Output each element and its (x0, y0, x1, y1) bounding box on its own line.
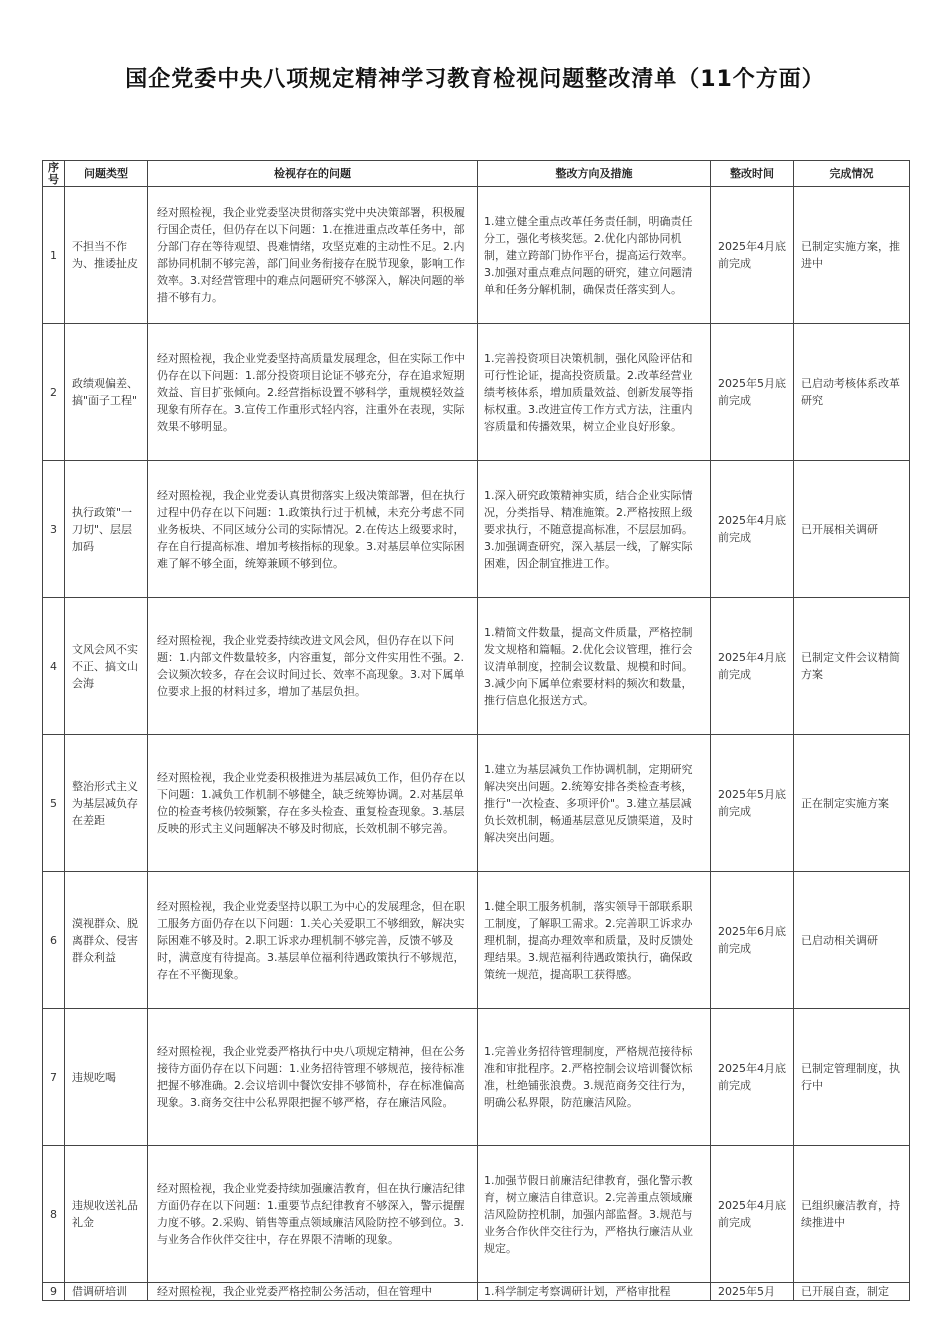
table-row (43, 1283, 910, 1301)
completion-status: 正在制定实施方案 (794, 735, 910, 872)
row-seq: 9 (43, 1283, 65, 1301)
problem-description: 经对照检视，我企业党委坚持以职工为中心的发展理念，但在职工服务方面仍存在以下问题：1.关心关爱职工不够细致，解决实际困难不够及时。2.职工诉求办理机制不够完善，反馈不够及时，满意度有待提高。3.基层单位福利待遇政策执行不够规范，存在不平衡现象。 (148, 872, 478, 1009)
completion-status: 已开展自查，制定 (794, 1283, 910, 1301)
completion-status: 已制定文件会议精简方案 (794, 598, 910, 735)
table-header-row (43, 161, 910, 187)
completion-status: 已制定管理制度，执行中 (794, 1009, 910, 1146)
completion-status: 已制定实施方案，推进中 (794, 187, 910, 324)
deadline: 2025年5月底前完成 (711, 735, 794, 872)
rectification-measures: 1.精简文件数量，提高文件质量，严格控制发文规格和篇幅。2.优化会议管理，推行会议清单制度，控制会议数量、规模和时间。3.减少向下属单位索要材料的频次和数量，推行信息化报送方式。 (478, 598, 711, 735)
rectification-table-container (42, 160, 910, 1302)
rectification-measures: 1.建立健全重点改革任务责任制，明确责任分工，强化考核奖惩。2.优化内部协同机制，建立跨部门协作平台，提高运行效率。3.加强对重点难点问题的研究，建立问题清单和任务分解机制，确保责任落实到人。 (478, 187, 711, 324)
table-row (43, 324, 910, 461)
completion-status: 已开展相关调研 (794, 461, 910, 598)
problem-description: 经对照检视，我企业党委积极推进为基层减负工作，但仍存在以下问题：1.减负工作机制不够健全，缺乏统筹协调。2.对基层单位的检查考核仍较频繁，存在多头检查、重复检查现象。3.基层反映的形式主义问题解决不够及时彻底，长效机制不够完善。 (148, 735, 478, 872)
header-type: 问题类型 (65, 161, 148, 187)
header-measure: 整改方向及措施 (478, 161, 711, 187)
rectification-table (42, 160, 910, 1301)
header-status: 完成情况 (794, 161, 910, 187)
problem-description: 经对照检视，我企业党委坚持高质量发展理念，但在实际工作中仍存在以下问题：1.部分投资项目论证不够充分，存在追求短期效益、盲目扩张倾向。2.经营指标设置不够科学，重规模轻效益现象有所存在。3.宣传工作重形式轻内容，注重外在表现，实际效果不够明显。 (148, 324, 478, 461)
rectification-measures: 1.完善投资项目决策机制，强化风险评估和可行性论证，提高投资质量。2.改革经营业绩考核体系，增加质量效益、创新发展等指标权重。3.改进宣传工作方式方法，注重内容质量和传播效果，树立企业良好形象。 (478, 324, 711, 461)
problem-type: 漠视群众、脱离群众、侵害群众利益 (65, 872, 148, 1009)
deadline: 2025年4月底前完成 (711, 1146, 794, 1283)
table-row (43, 598, 910, 735)
problem-description: 经对照检视，我企业党委坚决贯彻落实党中央决策部署，积极履行国企责任，但仍存在以下问题：1.在推进重点改革任务中，部分部门存在等待观望、畏难情绪，攻坚克难的主动性不足。2.内部协同机制不够完善，部门间业务衔接存在脱节现象，影响工作效率。3.对经营管理中的难点问题研究不够深入，解决问题的举措不够有力。 (148, 187, 478, 324)
completion-status: 已启动考核体系改革研究 (794, 324, 910, 461)
table-row (43, 187, 910, 324)
problem-description: 经对照检视，我企业党委认真贯彻落实上级决策部署，但在执行过程中仍存在以下问题：1.政策执行过于机械，未充分考虑不同业务板块、不同区域分公司的实际情况。2.在传达上级要求时，存在自行提高标准、增加考核指标的现象。3.对基层单位实际困难了解不够全面，统筹兼顾不够到位。 (148, 461, 478, 598)
problem-type: 执行政策"一刀切"、层层加码 (65, 461, 148, 598)
problem-type: 违规收送礼品礼金 (65, 1146, 148, 1283)
deadline: 2025年4月底前完成 (711, 1009, 794, 1146)
completion-status: 已启动相关调研 (794, 872, 910, 1009)
completion-status: 已组织廉洁教育，持续推进中 (794, 1146, 910, 1283)
page-title: 国企党委中央八项规定精神学习教育检视问题整改清单（11个方面） (125, 67, 825, 92)
table-row (43, 1009, 910, 1146)
row-seq: 7 (43, 1009, 65, 1146)
rectification-measures: 1.科学制定考察调研计划，严格审批程 (478, 1283, 711, 1301)
rectification-measures: 1.健全职工服务机制，落实领导干部联系职工制度，了解职工需求。2.完善职工诉求办理机制，提高办理效率和质量，及时反馈处理结果。3.规范福利待遇政策执行，确保政策统一规范，提高职工获得感。 (478, 872, 711, 1009)
row-seq: 1 (43, 187, 65, 324)
row-seq: 2 (43, 324, 65, 461)
rectification-measures: 1.加强节假日前廉洁纪律教育，强化警示教育，树立廉洁自律意识。2.完善重点领域廉洁风险防控机制，加强内部监督。3.规范与业务合作伙伴交往行为，严格执行廉洁从业规定。 (478, 1146, 711, 1283)
deadline: 2025年4月底前完成 (711, 461, 794, 598)
deadline: 2025年6月底前完成 (711, 872, 794, 1009)
row-seq: 4 (43, 598, 65, 735)
deadline: 2025年5月 (711, 1283, 794, 1301)
rectification-measures: 1.建立为基层减负工作协调机制，定期研究解决突出问题。2.统筹安排各类检查考核，推行"一次检查、多项评价"。3.建立基层减负长效机制，畅通基层意见反馈渠道，及时解决突出问题。 (478, 735, 711, 872)
rectification-measures: 1.深入研究政策精神实质，结合企业实际情况，分类指导、精准施策。2.严格按照上级要求执行，不随意提高标准，不层层加码。3.加强调查研究，深入基层一线，了解实际困难，因企制宜推进工作。 (478, 461, 711, 598)
header-problem: 检视存在的问题 (148, 161, 478, 187)
problem-type: 借调研培训 (65, 1283, 148, 1301)
problem-type: 整治形式主义为基层减负存在差距 (65, 735, 148, 872)
problem-description: 经对照检视，我企业党委持续加强廉洁教育，但在执行廉洁纪律方面仍存在以下问题：1.重要节点纪律教育不够深入，警示提醒力度不够。2.采购、销售等重点领域廉洁风险防控不够到位。3.与业务合作伙伴交往中，存在界限不清晰的现象。 (148, 1146, 478, 1283)
header-time: 整改时间 (711, 161, 794, 187)
row-seq: 3 (43, 461, 65, 598)
row-seq: 8 (43, 1146, 65, 1283)
table-row (43, 872, 910, 1009)
table-row (43, 1146, 910, 1283)
problem-description: 经对照检视，我企业党委严格执行中央八项规定精神，但在公务接待方面仍存在以下问题：1.业务招待管理不够规范，接待标准把握不够准确。2.会议培训中餐饮安排不够简朴，存在标准偏高现象。3.商务交往中公私界限把握不够严格，存在廉洁风险。 (148, 1009, 478, 1146)
rectification-measures: 1.完善业务招待管理制度，严格规范接待标准和审批程序。2.严格控制会议培训餐饮标准，杜绝铺张浪费。3.规范商务交往行为，明确公私界限，防范廉洁风险。 (478, 1009, 711, 1146)
problem-description: 经对照检视，我企业党委严格控制公务活动，但在管理中 (148, 1283, 478, 1301)
table-row (43, 461, 910, 598)
problem-type: 不担当不作为、推诿扯皮 (65, 187, 148, 324)
row-seq: 6 (43, 872, 65, 1009)
problem-type: 政绩观偏差、搞"面子工程" (65, 324, 148, 461)
problem-type: 文风会风不实不正、搞文山会海 (65, 598, 148, 735)
problem-description: 经对照检视，我企业党委持续改进文风会风，但仍存在以下问题：1.内部文件数量较多，内容重复，部分文件实用性不强。2.会议频次较多，存在会议时间过长、效率不高现象。3.对下属单位要求上报的材料过多，增加了基层负担。 (148, 598, 478, 735)
problem-type: 违规吃喝 (65, 1009, 148, 1146)
table-row (43, 735, 910, 872)
row-seq: 5 (43, 735, 65, 872)
deadline: 2025年5月底前完成 (711, 324, 794, 461)
deadline: 2025年4月底前完成 (711, 598, 794, 735)
header-seq: 序号 (43, 161, 65, 187)
deadline: 2025年4月底前完成 (711, 187, 794, 324)
